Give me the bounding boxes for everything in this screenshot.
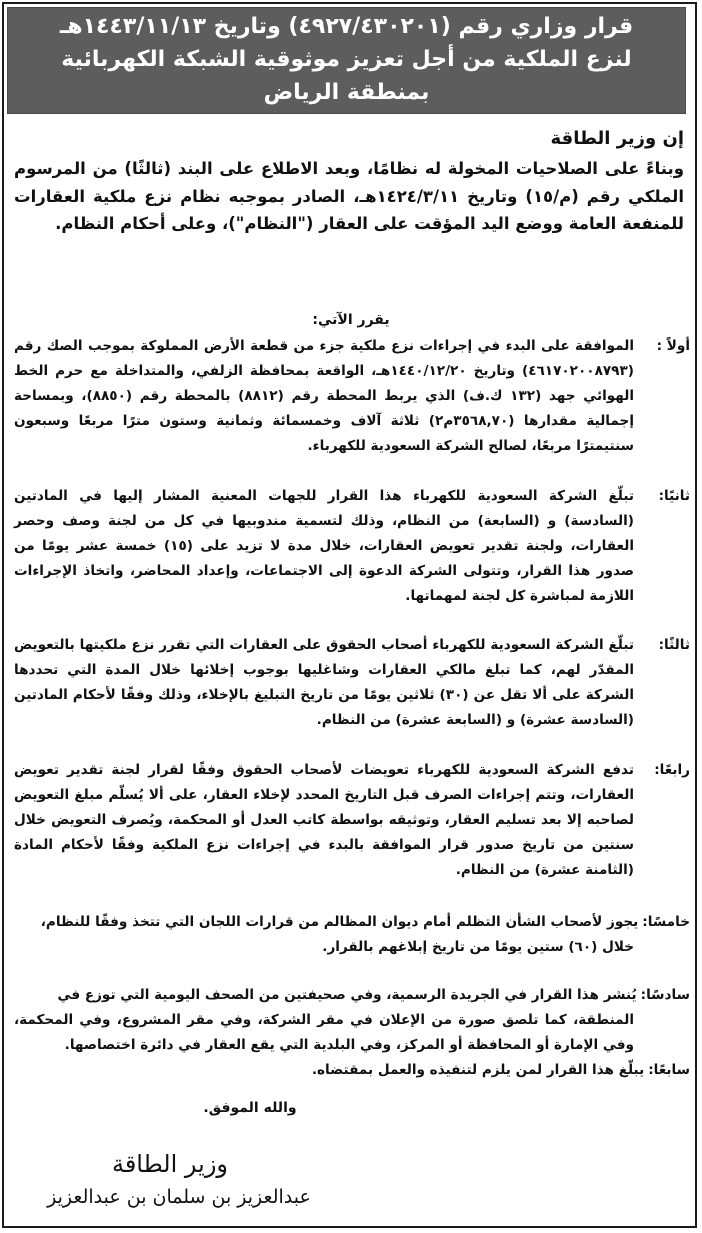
clause-label: رابعًا: [654, 762, 690, 778]
decree-header [7, 7, 686, 114]
clause-text: تدفع الشركة السعودية للكهرباء تعويضات لأصحاب الحقوق وفقًا لقرار لجنة تقدير تعويض العقارات، وتتم إجراءات الصرف قبل التاريخ المحدد لإخلاء العقار، على ألا يُسلّم مبلغ التعويض لصاحبه إلا بعد تسليم العقار، وتوثيقه بواسطة كاتب العدل أو المحكمة، ويُصرف التعويض خلال سنتين من تاريخ صدور قرار الموافقة بالبدء في إجراءات نزع الملكية وفقًا لأحكام المادة (الثامنة عشرة) من النظام. [14, 762, 634, 878]
clause-text-first: يُنشر هذا القرار في الجريدة الرسمية، وفي صحيفتين من الصحف اليومية التي توزع في [57, 987, 637, 1003]
clause-text: تبلّغ الشركة السعودية للكهرباء هذا القرار للجهات المعنية المشار إليها في المادتين (السادسة) و (السابعة) من النظام، وذلك لتسمية مندوبيها في كل من لجنة وصف وحصر العقارات، ولجنة تقدير تعويض العقارات، خلال مدة لا تزيد على (١٥) خمسة عشر يومًا من صدور هذا القرار، وتتولى الشركة الدعوة إلى الاجتماعات، وإعداد المحاضر، واتخاذ الإجراءات اللازمة لمباشرة كل لجنة لمهماتها. [14, 488, 634, 604]
clause-second [14, 484, 690, 609]
clause-text-rest: المنطقة، كما تلصق صورة من الإعلان في مقر الشركة، وفي مقر المشروع، وفي المحكمة، وفي الإمارة أو المحافظة أو المركز، وفي البلدية التي يقع العقار في دائرة اختصاصها. [14, 1012, 634, 1053]
header-line-2: لنزع الملكية من أجل تعزيز موثوقية الشبكة الكهربائية [61, 47, 632, 72]
clause-fourth [14, 758, 690, 883]
header-line-1: قرار وزاري رقم (٤٩٢٧/٤٣٠٢٠١) وتاريخ ١٤٤٣/١١/١٣هـ [59, 14, 634, 39]
clause-text: تبلّغ الشركة السعودية للكهرباء أصحاب الحقوق على العقارات التي تقرر نزع ملكيتها بالتعويض المقدّر لهم، كما تبلغ مالكي العقارات وشاغليها بوجوب إخلائها خلال المدة التي تحددها الشركة على ألا تقل عن (٣٠) ثلاثين يومًا من تاريخ التبليغ بالإخلاء، وذلك وفقًا لأحكام المادتين (السادسة عشرة) و (السابعة عشرة) من النظام. [14, 637, 634, 728]
clause-label: ثانيًا: [658, 488, 690, 504]
closing-line: والله الموفق. [203, 1100, 297, 1116]
clause-seventh [14, 1058, 690, 1083]
intro-title: إن وزير الطاقة [550, 128, 684, 149]
clause-sixth [14, 983, 690, 1058]
clause-text: الموافقة على البدء في إجراءات نزع ملكية جزء من قطعة الأرض المملوكة بموجب الصك رقم (٤٦١٧٠٢٠٠٨٧٩٣) وتاريخ ١٤٤٠/١٢/٢٠هـ، الواقعة بمحافظة الزلفي، والمتداخلة مع حرم الخط الهوائي جهد (١٣٢ ك.ف) الذي يربط المحطة رقم (٨٨١٢) بالمحطة رقم (٨٨٥٠)، وبمساحة إجمالية مقدارها (٣٥٦٨,٧٠م٢) ثلاثة آلاف وخمسمائة وثمانية وستون مترًا مربعًا وسبعون سنتيمترًا مربعًا، لصالح الشركة السعودية للكهرباء. [14, 338, 634, 454]
clause-label: خامسًا: [642, 914, 690, 930]
header-line-3: بمنطقة الرياض [263, 80, 430, 105]
clause-label: سابعًا: [648, 1062, 690, 1078]
clause-label: سادسًا: [640, 987, 690, 1003]
clause-first [14, 334, 690, 459]
clause-text-rest: خلال (٦٠) ستين يومًا من تاريخ إبلاغهم بالقرار. [322, 939, 634, 955]
clause-text: يبلّغ هذا القرار لمن يلزم لتنفيذه والعمل بمقتضاه. [311, 1062, 645, 1078]
clause-text-first: يجوز لأصحاب الشأن التظلم أمام ديوان المظالم من قرارات اللجان التي تتخذ وفقًا للنظام، [40, 914, 639, 930]
clause-label: أولاً : [656, 338, 690, 354]
clause-fifth [14, 910, 690, 960]
signature-name: عبدالعزيز بن سلمان بن عبدالعزيز [47, 1186, 311, 1208]
intro-paragraph: وبناءً على الصلاحيات المخولة له نظامًا، وبعد الاطلاع على البند (ثالثًا) من المرسوم الملكي رقم (م/١٥) وتاريخ ١٤٢٤/٣/١١هـ، الصادر بموجبه نظام نزع ملكية العقارات للمنفعة العامة ووضع اليد المؤقت على العقار ("النظام")، وعلى أحكام النظام. [14, 159, 684, 233]
decides-label: يقرر الآتي: [312, 312, 390, 328]
clause-third [14, 633, 690, 733]
clause-label: ثالثًا: [658, 637, 690, 653]
signature-title: وزير الطاقة [111, 1150, 229, 1178]
